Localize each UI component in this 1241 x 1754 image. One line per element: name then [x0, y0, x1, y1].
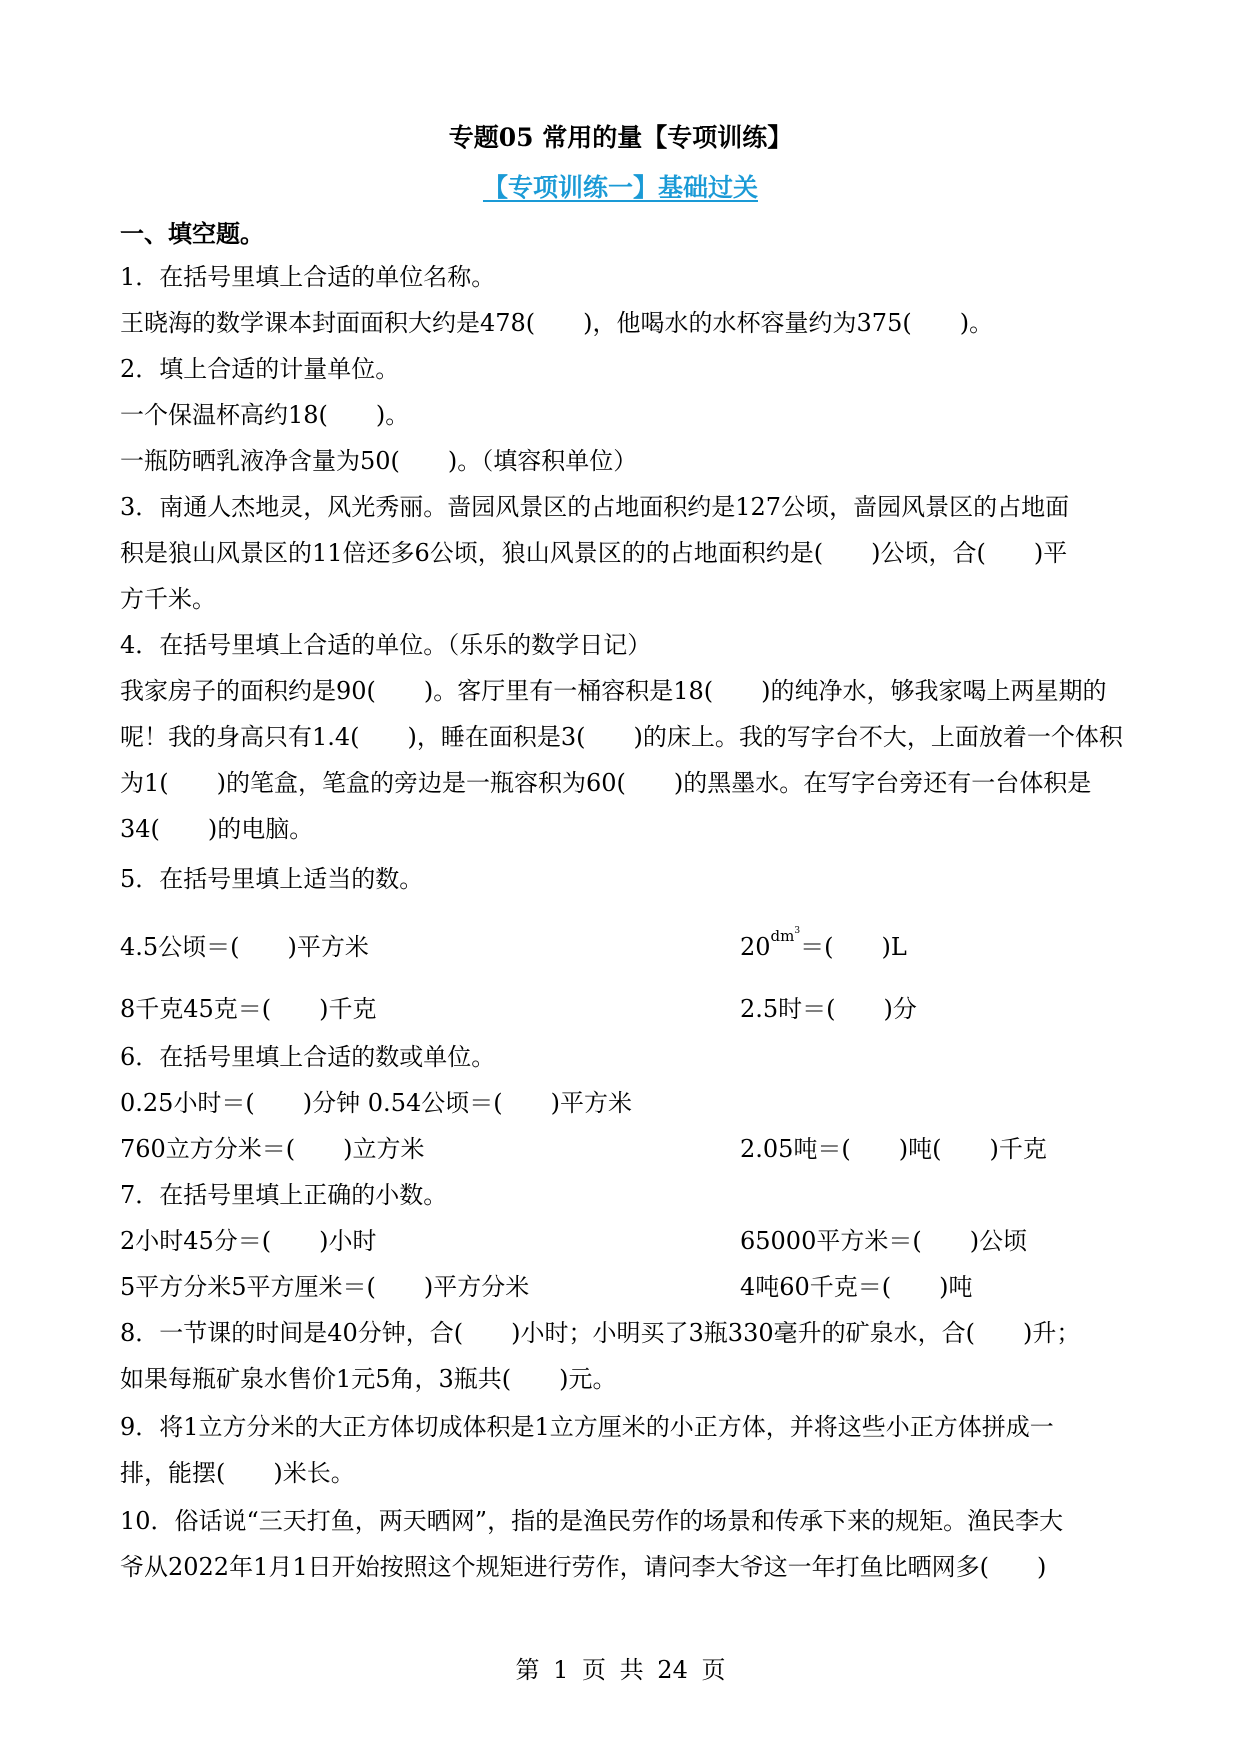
question-6-row-2 — [120, 1132, 1130, 1166]
question-3-line-1: 3．南通人杰地灵，风光秀丽。啬园风景区的占地面积约是127公顷，啬园风景区的占地面 — [120, 493, 1070, 521]
question-5-prompt: 5．在括号里填上适当的数。 — [120, 865, 424, 893]
question-10-line-2: 爷从2022年1月1日开始按照这个规矩进行劳作，请问李大爷这一年打鱼比晒网多( ) — [120, 1553, 1047, 1581]
question-9-line-2: 排，能摆( )米长。 — [120, 1459, 355, 1487]
question-5-row-2-right: 2.5时＝( )分 — [740, 995, 917, 1023]
question-7-row-2-right: 4吨60千克＝( )吨 — [740, 1273, 973, 1301]
section-heading: 一、填空题。 — [120, 219, 264, 248]
question-4-prompt: 4．在括号里填上合适的单位。（乐乐的数学日记） — [120, 631, 652, 659]
q5-equals: ＝( )L — [800, 933, 907, 961]
question-7-row-2-left: 5平方分米5平方厘米＝( )平方分米 — [120, 1273, 530, 1301]
question-5-row-2 — [120, 992, 1130, 1026]
question-3-line-2: 积是狼山风景区的11倍还多6公顷，狼山风景区的的占地面积约是( )公顷，合( )平 — [120, 539, 1068, 567]
question-7-row-2 — [120, 1270, 1130, 1304]
question-5-row-1 — [120, 926, 1130, 964]
question-3-line-3: 方千米。 — [120, 585, 216, 613]
question-9-line-1: 9．将1立方分米的大正方体切成体积是1立方厘米的小正方体，并将这些小正方体拼成一 — [120, 1413, 1054, 1441]
question-7-row-1-right: 65000平方米＝( )公顷 — [740, 1227, 1028, 1255]
question-4-line-3: 为1( )的笔盒，笔盒的旁边是一瓶容积为60( )的黑墨水。在写字台旁还有一台体积是 — [120, 769, 1092, 797]
question-5-row-2-left: 8千克45克＝( )千克 — [120, 995, 377, 1023]
q5-unit-dm: dm3 — [770, 926, 801, 945]
question-4-line-1: 我家房子的面积约是90( )。客厅里有一桶容积是18( )的纯净水，够我家喝上两星期的 — [120, 677, 1107, 705]
question-1-prompt: 1．在括号里填上合适的单位名称。 — [120, 263, 496, 291]
question-2-item-a: 一个保温杯高约18( )。 — [120, 401, 410, 429]
question-5-row-1-left: 4.5公顷＝( )平方米 — [120, 933, 369, 961]
subtitle-link[interactable]: 【专项训练一】基础过关 — [482, 173, 758, 202]
question-10-line-1: 10．俗话说“三天打鱼，两天晒网”，指的是渔民劳作的场景和传承下来的规矩。渔民李大 — [120, 1507, 1064, 1535]
question-6-row-1: 0.25小时＝( )分钟 0.54公顷＝( )平方米 — [120, 1089, 632, 1117]
section-subtitle[interactable] — [0, 168, 1241, 204]
question-4-line-4: 34( )的电脑。 — [120, 815, 314, 843]
question-6-row-2-left: 760立方分米＝( )立方米 — [120, 1135, 425, 1163]
question-7-row-1-left: 2小时45分＝( )小时 — [120, 1227, 377, 1255]
q5-number: 20 — [740, 933, 771, 961]
question-2-prompt: 2．填上合适的计量单位。 — [120, 355, 400, 383]
page-title: 专题05 常用的量【专项训练】 — [448, 123, 793, 152]
question-6-prompt: 6．在括号里填上合适的数或单位。 — [120, 1043, 496, 1071]
question-1-text: 王晓海的数学课本封面面积大约是478( )，他喝水的水杯容量约为375( )。 — [120, 309, 994, 337]
question-8-line-1: 8．一节课的时间是40分钟，合( )小时；小明买了3瓶330毫升的矿泉水，合( )升； — [120, 1319, 1081, 1347]
question-5-row-1-right — [740, 926, 907, 970]
question-7-prompt: 7．在括号里填上正确的小数。 — [120, 1181, 448, 1209]
question-7-row-1 — [120, 1224, 1130, 1258]
question-6-row-2-right: 2.05吨＝( )吨( )千克 — [740, 1135, 1047, 1163]
page-footer: 第 1 页 共 24 页 — [515, 1656, 726, 1684]
question-2-item-b: 一瓶防晒乳液净含量为50( )。（填容积单位） — [120, 447, 638, 475]
question-4-line-2: 呢！我的身高只有1.4( )，睡在面积是3( )的床上。我的写字台不大，上面放着一个体积 — [120, 723, 1123, 751]
question-8-line-2: 如果每瓶矿泉水售价1元5角，3瓶共( )元。 — [120, 1365, 617, 1393]
